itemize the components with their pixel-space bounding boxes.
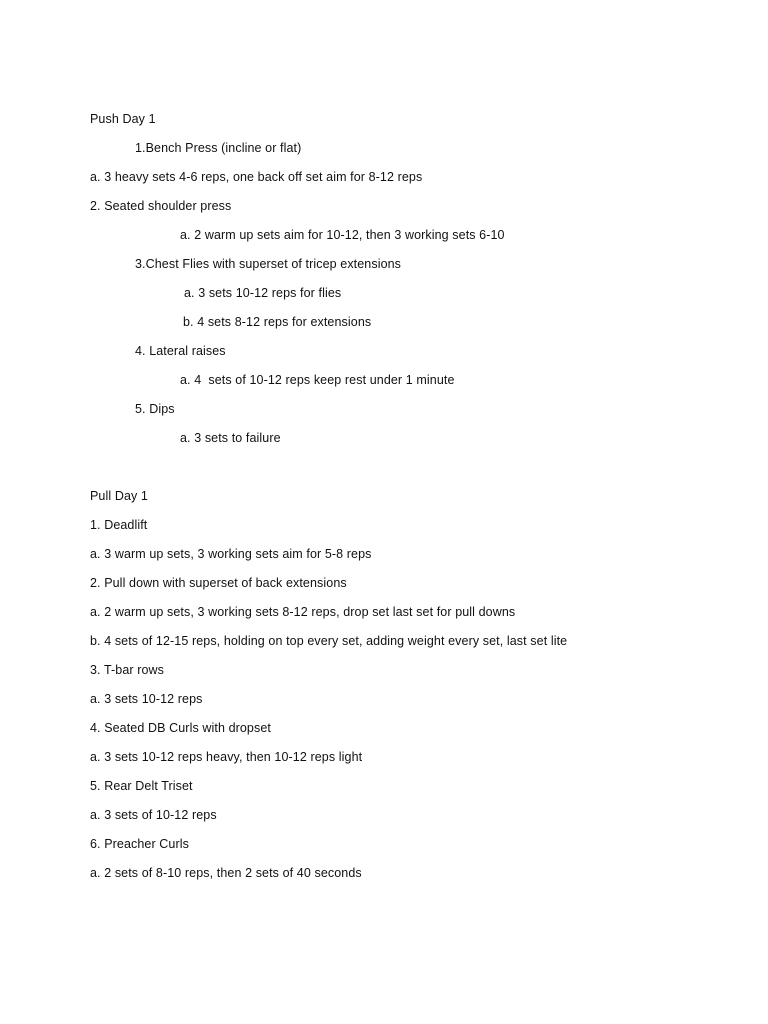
pull-day-line: 6. Preacher Curls bbox=[90, 837, 189, 851]
pull-day-title: Pull Day 1 bbox=[90, 489, 148, 503]
push-day-line: 5. Dips bbox=[135, 402, 175, 416]
pull-day-line: 3. T-bar rows bbox=[90, 663, 165, 677]
push-day-line: 3.Chest Flies with superset of tricep extensions bbox=[135, 257, 402, 271]
pull-day-line: a. 2 warm up sets, 3 working sets 8-12 reps, drop set last set for pull downs bbox=[90, 605, 516, 619]
push-day-line: a. 3 sets to failure bbox=[180, 431, 281, 445]
pull-day-line: 5. Rear Delt Triset bbox=[90, 779, 193, 793]
push-day-line: 4. Lateral raises bbox=[135, 344, 226, 358]
push-day-line: a. 4 sets of 10-12 reps keep rest under 1 minute bbox=[180, 373, 455, 387]
pull-day-line: 1. Deadlift bbox=[90, 518, 148, 532]
pull-day-line: a. 3 sets 10-12 reps heavy, then 10-12 reps light bbox=[90, 750, 363, 764]
push-day-line: a. 3 heavy sets 4-6 reps, one back off set aim for 8-12 reps bbox=[90, 170, 423, 184]
pull-day-line: b. 4 sets of 12-15 reps, holding on top every set, adding weight every set, last set lite bbox=[90, 634, 568, 648]
pull-day-line: a. 3 sets 10-12 reps bbox=[90, 692, 203, 706]
push-day-title: Push Day 1 bbox=[90, 112, 156, 126]
pull-day-line: 4. Seated DB Curls with dropset bbox=[90, 721, 271, 735]
push-day-line: 2. Seated shoulder press bbox=[90, 199, 232, 213]
push-day-line: 1.Bench Press (incline or flat) bbox=[135, 141, 302, 155]
push-day-line: a. 2 warm up sets aim for 10-12, then 3 working sets 6-10 bbox=[180, 228, 505, 242]
pull-day-line: a. 3 warm up sets, 3 working sets aim for 5-8 reps bbox=[90, 547, 372, 561]
push-day-line: a. 3 sets 10-12 reps for flies bbox=[184, 286, 342, 300]
pull-day-line: 2. Pull down with superset of back extensions bbox=[90, 576, 347, 590]
pull-day-line: a. 2 sets of 8-10 reps, then 2 sets of 40 seconds bbox=[90, 866, 362, 880]
pull-day-line: a. 3 sets of 10-12 reps bbox=[90, 808, 217, 822]
push-day-line: b. 4 sets 8-12 reps for extensions bbox=[183, 315, 372, 329]
